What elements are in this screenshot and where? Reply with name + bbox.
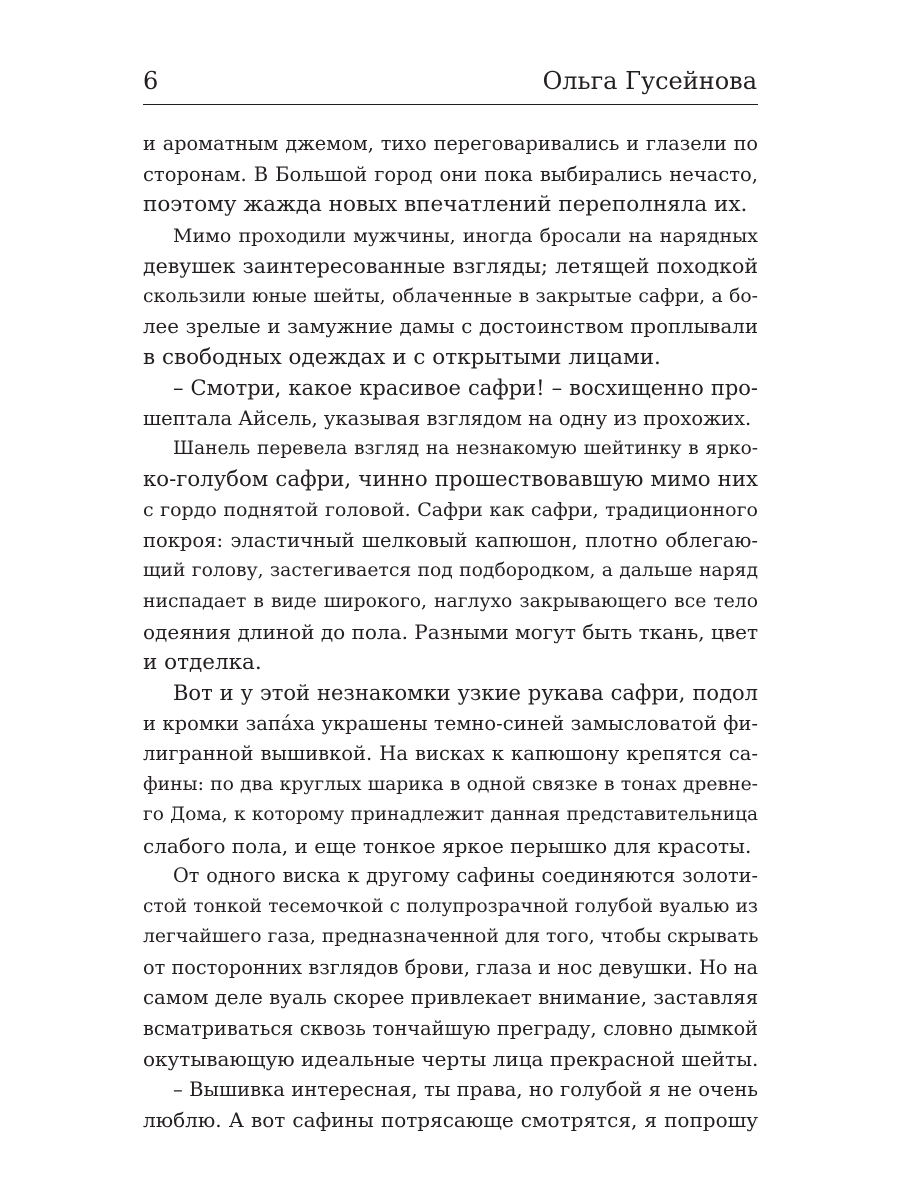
- text-line: с гордо поднятой головой. Сафри как сафри, традиционного: [143, 499, 758, 521]
- text-line: в свободных одеждах и с открытыми лицами.: [143, 344, 661, 370]
- text-line: слабого пола, и еще тонкое яркое перышко для красоты.: [143, 833, 752, 858]
- text-line: от посторонних взглядов брови, глаза и нос девушки. Но на: [143, 955, 758, 979]
- text-line: От одного виска к другому сафины соединяются золоти-: [173, 864, 758, 887]
- body-text: [143, 129, 758, 1136]
- text-line: лигранной вышивкой. На висках к капюшону крепятся са-: [143, 742, 758, 765]
- page-number: 6: [143, 67, 159, 95]
- text-line: Мимо проходили мужчины, иногда бросали на нарядных: [173, 224, 758, 247]
- text-line: шептала Айсель, указывая взглядом на одну из прохожих.: [143, 406, 752, 430]
- text-line: лее зрелые и замужние дамы с достоинством проплывали: [143, 315, 758, 338]
- text-line: покроя: эластичный шелковый капюшон, плотно облегаю-: [143, 528, 758, 552]
- text-line: – Вышивка интересная, ты права, но голубой я не очень: [173, 1077, 758, 1101]
- text-line: – Смотри, какое красивое сафри! – восхищенно про-: [173, 376, 758, 400]
- text-line: фины: по два круглых шарика в одной связке в тонах древне-: [143, 773, 758, 795]
- running-title: Ольга Гусейнова: [542, 67, 757, 95]
- text-line: Шанель перевела взгляд на незнакомую шейтинку в ярко-: [173, 438, 758, 459]
- text-line: ниспадает в виде широкого, наглухо закрывающего все тело: [143, 590, 758, 612]
- text-line: и кромки запáха украшены темно-синей замысловатой фи-: [143, 711, 758, 735]
- text-line: стой тонкой тесемочкой с полупрозрачной голубой вуалью из: [143, 895, 758, 917]
- text-line: люблю. А вот сафины потрясающе смотрятся, я попрошу: [143, 1108, 758, 1132]
- text-line: одеяния длиной до пола. Разными могут быть ткань, цвет: [143, 620, 759, 644]
- text-line: легчайшего газа, предназначенной для того, чтобы скрывать: [143, 926, 759, 947]
- text-line: ко-голубом сафри, чинно прошествовавшую мимо них: [143, 466, 758, 492]
- text-line: всматриваться сквозь тончайшую преграду, словно дымкой: [143, 1016, 758, 1040]
- text-line: и ароматным джемом, тихо переговаривались и глазели по: [143, 132, 758, 155]
- text-line: девушек заинтересованные взгляды; летящей походкой: [143, 254, 758, 278]
- text-line: скользили юные шейты, облаченные в закрытые сафри, а бо-: [143, 285, 758, 307]
- text-line: поэтому жажда новых впечатлений переполняла их.: [143, 192, 748, 217]
- text-line: сторонам. В Большой город они пока выбирались нечасто,: [143, 162, 758, 186]
- text-line: самом деле вуаль скорее привлекает внимание, заставляя: [143, 986, 759, 1009]
- text-line: окутывающую идеальные черты лица прекрасной шейты.: [143, 1047, 759, 1071]
- text-line: го Дома, к которому принадлежит данная представительница: [143, 804, 758, 825]
- text-line: щий голову, застегивается под подбородком, а дальше наряд: [143, 560, 758, 581]
- text-line: и отделка.: [143, 649, 262, 675]
- text-line: Вот и у этой незнакомки узкие рукава сафри, подол: [173, 681, 758, 705]
- header-rule: [143, 104, 758, 105]
